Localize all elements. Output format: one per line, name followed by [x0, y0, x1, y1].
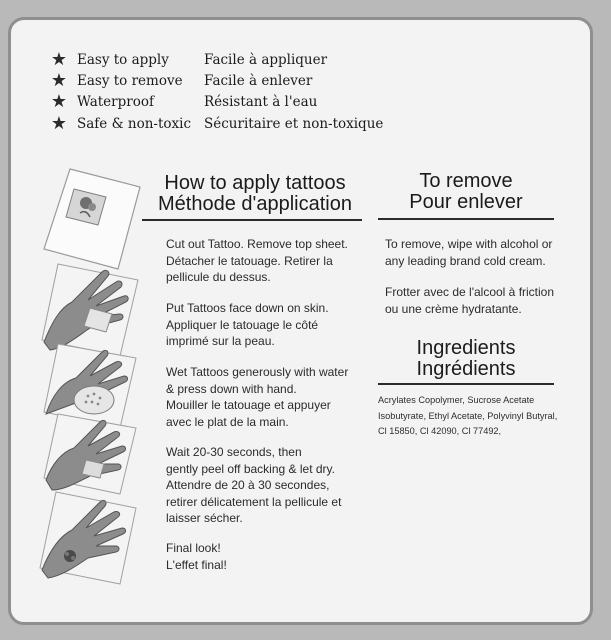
step-line: Appliquer le tatouage le côté — [166, 317, 319, 332]
remove-line: To remove, wipe with alcohol or — [385, 237, 553, 251]
ingredients-title-rule — [378, 383, 554, 385]
step-line: & press down with hand. — [166, 381, 297, 396]
step-line: retirer délicatement la pellicule et — [166, 494, 342, 509]
step-line: Mouiller le tatouage et appuyer — [166, 398, 331, 412]
step-1 — [166, 236, 366, 286]
remove-title-fr: Pour enlever — [409, 191, 523, 213]
step-5 — [166, 540, 366, 573]
step-line: laisser sécher. — [166, 511, 243, 525]
feature-fr: Résistant à l'eau — [204, 94, 318, 110]
remove-line: any leading brand cold cream. — [385, 253, 546, 268]
star-icon: ★ — [50, 49, 68, 70]
feature-fr: Sécuritaire et non-toxique — [204, 116, 384, 132]
apply-title-rule — [142, 219, 362, 221]
step-line: L'effet final! — [166, 557, 227, 572]
star-icon: ★ — [50, 113, 68, 134]
step-line: pellicule du dessus. — [166, 270, 271, 284]
star-icon: ★ — [50, 91, 68, 112]
feature-fr: Facile à enlever — [204, 73, 313, 89]
step-2 — [166, 300, 366, 350]
remove-text-fr — [385, 284, 585, 317]
step-line: gently peel off backing & let dry. — [166, 461, 335, 476]
step-4 — [166, 444, 366, 527]
step-line: Wait 20-30 seconds, then — [166, 445, 302, 459]
feature-fr: Facile à appliquer — [204, 52, 328, 68]
step-line: Final look! — [166, 541, 221, 555]
step-line: Cut out Tattoo. Remove top sheet. — [166, 237, 348, 251]
remove-title-rule — [378, 218, 554, 220]
remove-title-en: To remove — [419, 170, 513, 192]
ingredients-title-en: Ingredients — [416, 337, 516, 359]
step-line: Détacher le tatouage. Retirer la — [166, 253, 333, 268]
ingredients-title-fr: Ingrédients — [416, 358, 516, 380]
remove-line: ou une crème hydratante. — [385, 301, 522, 316]
step-line: Wet Tattoos generously with water — [166, 365, 349, 379]
step-line: Attendre de 20 à 30 secondes, — [166, 478, 330, 492]
step-3 — [166, 364, 366, 430]
feature-en: Easy to remove — [77, 73, 183, 89]
feature-en: Easy to apply — [77, 52, 169, 68]
hand-final-illustration — [36, 490, 140, 586]
apply-title-fr: Méthode d'application — [158, 193, 352, 215]
ingredients-line: Acrylates Copolymer, Sucrose Acetate — [378, 395, 535, 405]
feature-en: Waterproof — [77, 94, 154, 110]
ingredients-line: Isobutyrate, Ethyl Acetate, Polyvinyl Butyral, — [378, 410, 558, 421]
ingredients-line: Cl 15850, Cl 42090, Cl 77492, — [378, 426, 502, 436]
apply-title-en: How to apply tattoos — [164, 172, 346, 194]
step-line: imprimé sur la peau. — [166, 334, 275, 348]
remove-line: Frotter avec de l'alcool à friction — [385, 285, 555, 299]
ingredients-list — [378, 393, 588, 440]
remove-text-en — [385, 236, 585, 269]
step-line: Put Tattoos face down on skin. — [166, 301, 329, 315]
step-line: avec le plat de la main. — [166, 414, 289, 429]
hand-peel-illustration — [40, 412, 138, 496]
tattoo-sheet-illustration — [40, 165, 144, 273]
feature-en: Safe & non-toxic — [77, 116, 192, 132]
star-icon: ★ — [50, 70, 68, 91]
